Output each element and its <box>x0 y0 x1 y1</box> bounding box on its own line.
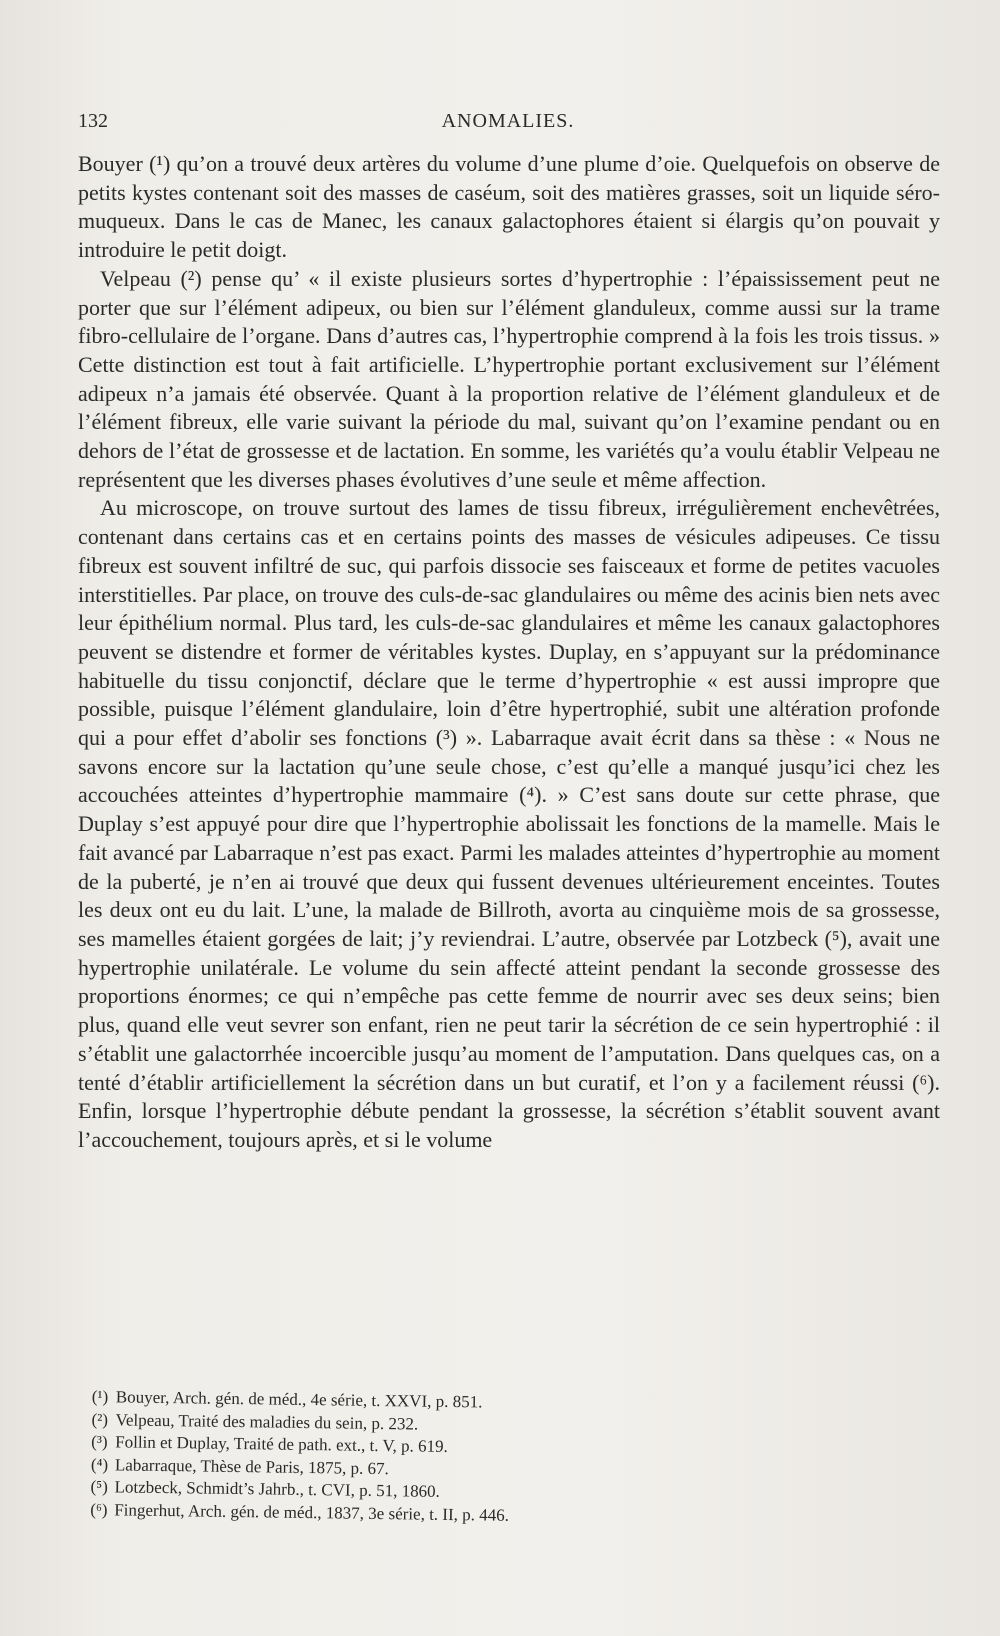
footnote-text: Bouyer, Arch. gén. de méd., 4e série, t. XXVI, p. 851. <box>115 1387 483 1412</box>
footnotes <box>90 1386 932 1533</box>
footnote-text: Fingerhut, Arch. gén. de méd., 1837, 3e série, t. II, p. 446. <box>114 1499 510 1525</box>
footnote-text: Lotzbeck, Schmidt’s Jahrb., t. CVI, p. 51, 1860. <box>114 1477 441 1501</box>
footnote-mark: (⁵) <box>90 1476 108 1497</box>
footnote-text: Follin et Duplay, Traité de path. ext., t. V, p. 619. <box>115 1432 448 1456</box>
page-header <box>78 110 938 140</box>
page-number: 132 <box>78 110 108 132</box>
footnote-text: Velpeau, Traité des maladies du sein, p. 232. <box>115 1409 419 1434</box>
footnote-mark: (¹) <box>91 1386 109 1407</box>
footnote-text: Labarraque, Thèse de Paris, 1875, p. 67. <box>114 1454 389 1478</box>
body-text <box>78 150 940 1155</box>
footnote-mark: (⁶) <box>90 1499 108 1519</box>
footnote-mark: (⁴) <box>90 1454 109 1474</box>
footnote-mark: (²) <box>91 1409 109 1429</box>
footnote-mark: (³) <box>91 1431 108 1452</box>
running-head: ANOMALIES. <box>441 110 575 132</box>
paragraph: Bouyer (¹) qu’on a trouvé deux artères du volume d’une plume d’oie. Quelquefois on observe de petits kystes contenant soit des masses de caséum, soit des matières grasses, soit un liquide séro-muqueux. Dans le cas de Manec, les canaux galactophores étaient si élargis qu’on pouvait y introduire le petit doigt. <box>78 151 940 263</box>
paragraph: Velpeau (²) pense qu’ « il existe plusieurs sortes d’hypertrophie : l’épaississement peut ne porter que sur l’élément adipeux, ou bien sur l’élément glanduleux, comme aussi sur la trame fibro-cellulaire de l’organe. Dans d’autres cas, l’hypertrophie comprend à la fois les trois tissus. » Cette distinction est tout à fait artificielle. L’hypertrophie portant exclusivement sur l’élément adipeux n’a jamais été observée. Quant à la proportion relative de l’élément glanduleux et de l’élément fibreux, elle varie suivant la période du mal, suivant qu’on l’examine pendant ou en dehors de l’état de grossesse et de lactation. En somme, les variétés qu’a voulu établir Velpeau ne représentent que les diverses phases évolutives d’une seule et même affection. <box>78 265 940 492</box>
paragraph: Au microscope, on trouve surtout des lames de tissu fibreux, irrégulièrement enchevêtrées, contenant dans certains cas et en certains points des masses de vésicules adipeuses. Ce tissu fibreux est souvent infiltré de suc, qui parfois dissocie ses faisceaux et forme de petites vacuoles interstitielles. Par place, on trouve des culs-de-sac glandulaires ou même des acinis bien nets avec leur épithélium normal. Plus tard, les culs-de-sac glandulaires et même les canaux galactophores peuvent se distendre et former de véritables kystes. Duplay, en s’appuyant sur la prédominance habituelle du tissu conjonctif, déclare que le terme d’hypertrophie « est aussi impropre que possible, puisque l’élément glandulaire, loin d’être hypertrophié, subit une altération profonde qui a pour effet d’abolir ses fonctions (³) ». Labarraque avait écrit dans sa thèse : « Nous ne savons encore sur la lactation qu’une seule chose, c’est qu’elle a manqué jusqu’ici chez les accouchées atteintes d’hypertrophie mammaire (⁴). » C’est sans doute sur cette phrase, que Duplay s’est appuyé pour dire que l’hypertrophie abolissait les fonctions de la mamelle. Mais le fait avancé par Labarraque n’est pas exact. Parmi les malades atteintes d’hypertrophie au moment de la puberté, je n’en ai trouvé que deux qui fussent devenues ultérieurement enceintes. Toutes les deux ont eu du lait. L’une, la malade de Billroth, avorta au cinquième mois de sa grossesse, ses mamelles étaient gorgées de lait; j’y reviendrai. L’autre, observée par Lotzbeck (⁵), avait une hypertrophie unilatérale. Le volume du sein affecté atteint pendant la seconde grossesse des proportions énormes; ce qui n’empêche pas cette femme de nourrir avec ses deux seins; bien plus, quand elle veut sevrer son enfant, rien ne peut tarir la sécrétion de ce sein hypertrophié : il s’établit une galactorrhée incoercible jusqu’au moment de l’amputation. Dans quelques cas, on a tenté d’établir artificiellement la sécrétion dans un but curatif, et l’on y a facilement réussi (⁶). Enfin, lorsque l’hypertrophie débute pendant la grossesse, la sécrétion s’établit souvent avant l’accouchement, toujours après, et si le volume <box>78 495 940 1152</box>
